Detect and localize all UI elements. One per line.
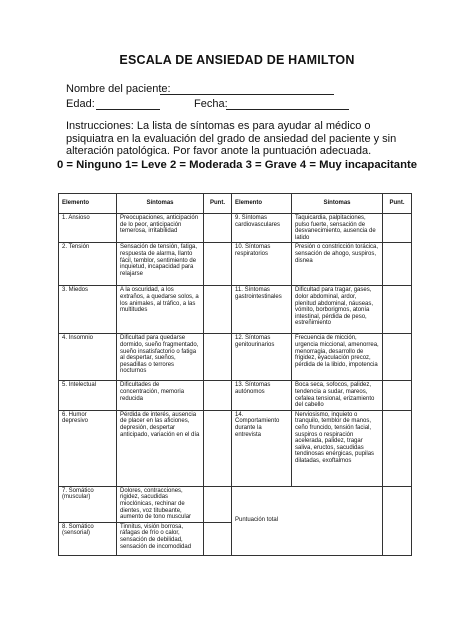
score-cell[interactable] bbox=[204, 486, 232, 522]
total-score-cell[interactable] bbox=[383, 486, 412, 555]
element-cell: 5. Intelectual bbox=[59, 381, 117, 410]
score-cell[interactable] bbox=[383, 243, 412, 286]
table-row bbox=[59, 381, 412, 410]
page-title: ESCALA DE ANSIEDAD DE HAMILTON bbox=[119, 53, 355, 67]
element-cell: 3. Miedos bbox=[59, 286, 117, 334]
score-cell[interactable] bbox=[383, 410, 412, 486]
patient-name-label: Nombre del paciente: bbox=[66, 83, 171, 95]
table-row bbox=[59, 286, 412, 334]
symptoms-cell: Sensación de tensión, fatiga, respuesta de alarma, llanto fácil, temblor, sentimiento de inquietud, incapacidad para relajarse bbox=[117, 243, 204, 286]
score-scale-legend: 0 = Ninguno 1= Leve 2 = Moderada 3 = Grave 4 = Muy incapacitante bbox=[56, 159, 418, 171]
symptoms-cell: Nerviosismo, inquieto o tranquilo, temblor de manos, ceño fruncido, tensión facial, suspiros o respiración acelerada, palidez, tragar saliva, eructos, sacudidas tendinosas enérgicas, pupilas dilatadas, exoftalmos bbox=[292, 410, 383, 486]
element-cell: 7. Somático (muscular) bbox=[59, 486, 117, 522]
score-cell[interactable] bbox=[204, 243, 232, 286]
score-cell[interactable] bbox=[204, 286, 232, 334]
score-cell[interactable] bbox=[383, 214, 412, 243]
element-cell: 1. Ansioso bbox=[59, 214, 117, 243]
symptoms-cell: A la oscuridad, a los extraños, a quedarse solos, a los animales, al tráfico, a las multitudes bbox=[117, 286, 204, 334]
element-cell: 4. Insomnio bbox=[59, 334, 117, 381]
header-element-left: Elemento bbox=[59, 194, 117, 214]
table-row bbox=[59, 214, 412, 243]
score-cell[interactable] bbox=[383, 381, 412, 410]
symptoms-cell: Dificultad para tragar, gases, dolor abdominal, ardor, plenitud abdominal, náuseas, vómito, borborigmos, atonía intestinal, pérdida de peso, estreñimiento bbox=[292, 286, 383, 334]
score-cell[interactable] bbox=[204, 214, 232, 243]
score-cell[interactable] bbox=[383, 286, 412, 334]
table-row bbox=[59, 410, 412, 486]
symptoms-cell: Pérdida de interés, ausencia de placer en las aficiones, depresión, despertar anticipado, variación en el día bbox=[117, 410, 204, 486]
element-cell: 10. Síntomas respiratorios bbox=[232, 243, 292, 286]
header-score-right: Punt. bbox=[383, 194, 412, 214]
element-cell: 14. Comportamiento durante la entrevista bbox=[232, 410, 292, 486]
element-cell: 12. Síntomas genitourinarios bbox=[232, 334, 292, 381]
symptoms-cell: Presión o constricción torácica, sensación de ahogo, suspiros, disnea bbox=[292, 243, 383, 286]
total-score-label: Puntuación total bbox=[232, 486, 383, 555]
symptoms-cell: Dolores, contracciones, rigidez, sacudidas mioclónicas, rechinar de dientes, voz titubeante, aumento de tono muscular bbox=[117, 486, 204, 522]
element-cell: 11. Síntomas gastrointestinales bbox=[232, 286, 292, 334]
score-cell[interactable] bbox=[204, 334, 232, 381]
symptoms-cell: Taquicardia, palpitaciones, pulso fuerte, sensación de desvanecimiento, ausencia de latido bbox=[292, 214, 383, 243]
header-symptoms-left: Síntomas bbox=[117, 194, 204, 214]
element-cell: 13. Síntomas autónomos bbox=[232, 381, 292, 410]
date-label: Fecha: bbox=[194, 98, 228, 110]
symptoms-cell: Frecuencia de micción, urgencia miccional, amenorrea, menorragia, desarrollo de frigidez, eyaculación precoz, pérdida de la libido, impotencia bbox=[292, 334, 383, 381]
symptoms-cell: Dificultad para quedarse dormido, sueño fragmentado, sueño insatisfactorio o fatiga al despertar, sueños, pesadillas o terrores nocturnos bbox=[117, 334, 204, 381]
element-cell: 2. Tensión bbox=[59, 243, 117, 286]
symptoms-cell: Dificultades de concentración, memoria reducida bbox=[117, 381, 204, 410]
header-score-left: Punt. bbox=[204, 194, 232, 214]
table-header-row bbox=[59, 194, 412, 214]
element-cell: 8. Somático (sensorial) bbox=[59, 522, 117, 555]
score-cell[interactable] bbox=[204, 410, 232, 486]
element-cell: 6. Humor depresivo bbox=[59, 410, 117, 486]
table-row bbox=[59, 486, 412, 522]
score-cell[interactable] bbox=[204, 522, 232, 555]
score-cell[interactable] bbox=[383, 334, 412, 381]
symptoms-cell: Tinnitus, visión borrosa, ráfagas de frío o calor, sensación de debilidad, sensación de incomodidad bbox=[117, 522, 204, 555]
element-cell: 9. Síntomas cardiovasculares bbox=[232, 214, 292, 243]
header-symptoms-right: Síntomas bbox=[292, 194, 383, 214]
symptoms-cell: Preocupaciones, anticipación de lo peor, anticipación temerosa, irritabilidad bbox=[117, 214, 204, 243]
instructions-text: Instrucciones: La lista de síntomas es para ayudar al médico o psiquiatra en la evaluación del grado de ansiedad del paciente y sin alteración patológica. Por favor anote la puntuación adecuada. bbox=[66, 120, 397, 158]
patient-name-field[interactable] bbox=[160, 94, 334, 95]
age-field[interactable] bbox=[96, 109, 160, 110]
table-row bbox=[59, 243, 412, 286]
hamilton-scale-table bbox=[58, 193, 412, 556]
score-cell[interactable] bbox=[204, 381, 232, 410]
age-label: Edad: bbox=[66, 98, 95, 110]
header-element-right: Elemento bbox=[232, 194, 292, 214]
date-field[interactable] bbox=[226, 109, 349, 110]
table-row bbox=[59, 334, 412, 381]
symptoms-cell: Boca seca, sofocos, palidez, tendencia a sudar, mareos, cefalea tensional, erizamiento del cabello bbox=[292, 381, 383, 410]
